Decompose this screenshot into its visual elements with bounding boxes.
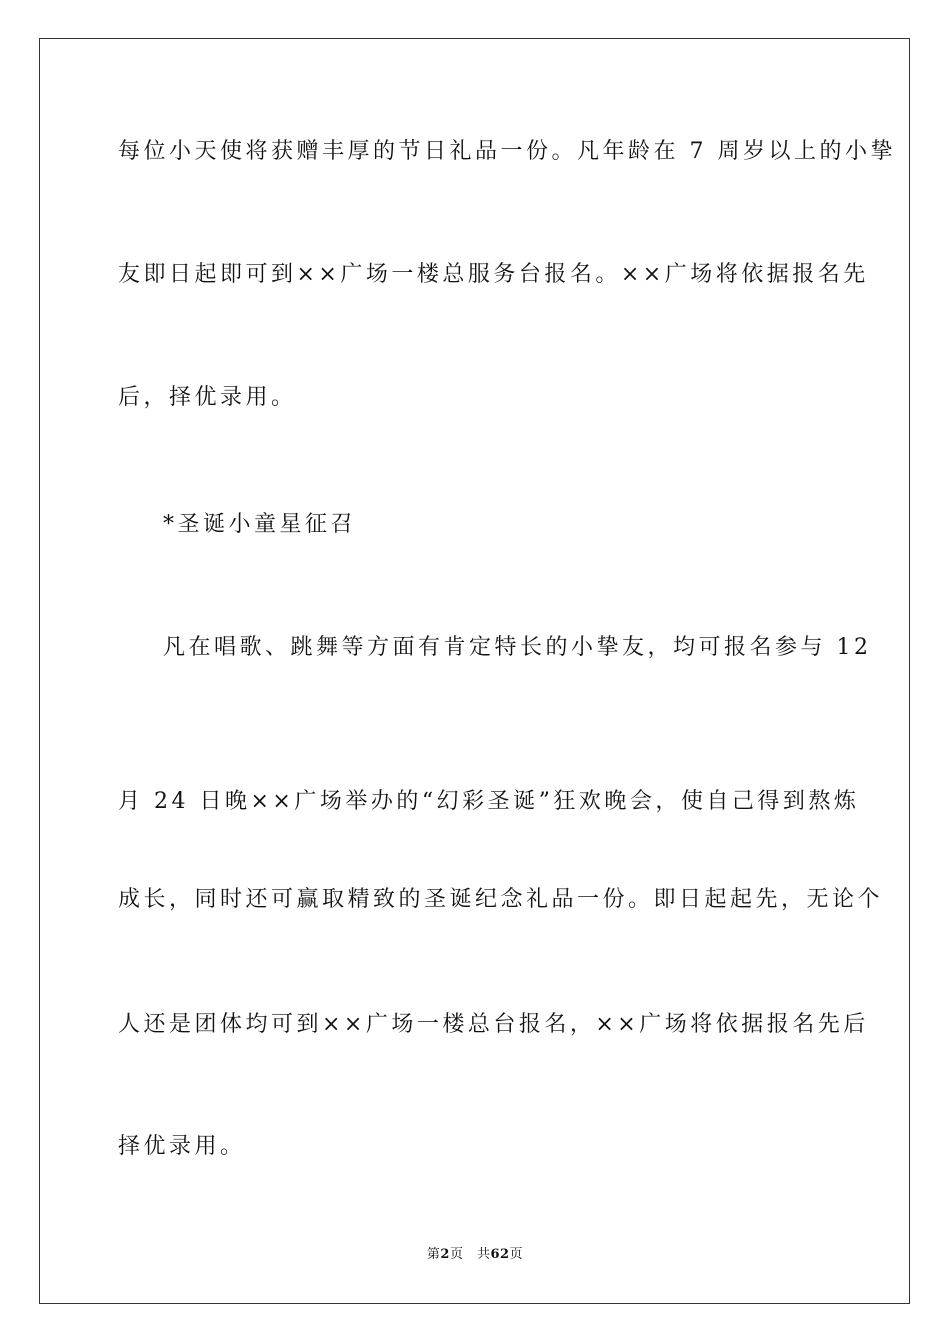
footer-suffix: 页 [509, 1247, 524, 1262]
section-heading: *圣诞小童星征召 [163, 512, 357, 537]
body-line-9: 择优录用。 [118, 1134, 246, 1159]
body-line-5: 凡在唱歌、跳舞等方面有肯定特长的小挚友，均可报名参与 12 [163, 635, 872, 660]
footer-middle: 页 共 [449, 1247, 491, 1262]
page-footer [0, 1246, 950, 1264]
body-line-3: 后，择优录用。 [118, 385, 297, 410]
footer-total-pages: 62 [490, 1247, 510, 1262]
body-line-8: 人还是团体均可到××广场一楼总台报名，××广场将依据报名先后 [118, 1012, 869, 1037]
page-border [39, 38, 910, 1304]
footer-prefix: 第 [426, 1247, 441, 1262]
footer-page-number: 2 [440, 1247, 450, 1262]
body-line-7: 成长，同时还可赢取精致的圣诞纪念礼品一份。即日起起先，无论个 [118, 887, 884, 912]
body-line-6: 月 24 日晚××广场举办的“幻彩圣诞”狂欢晚会，使自己得到熬炼 [118, 789, 860, 814]
body-line-2: 友即日起即可到××广场一楼总服务台报名。××广场将依据报名先 [118, 262, 869, 287]
body-line-1: 每位小天使将获赠丰厚的节日礼品一份。凡年龄在 7 周岁以上的小挚 [118, 139, 896, 164]
